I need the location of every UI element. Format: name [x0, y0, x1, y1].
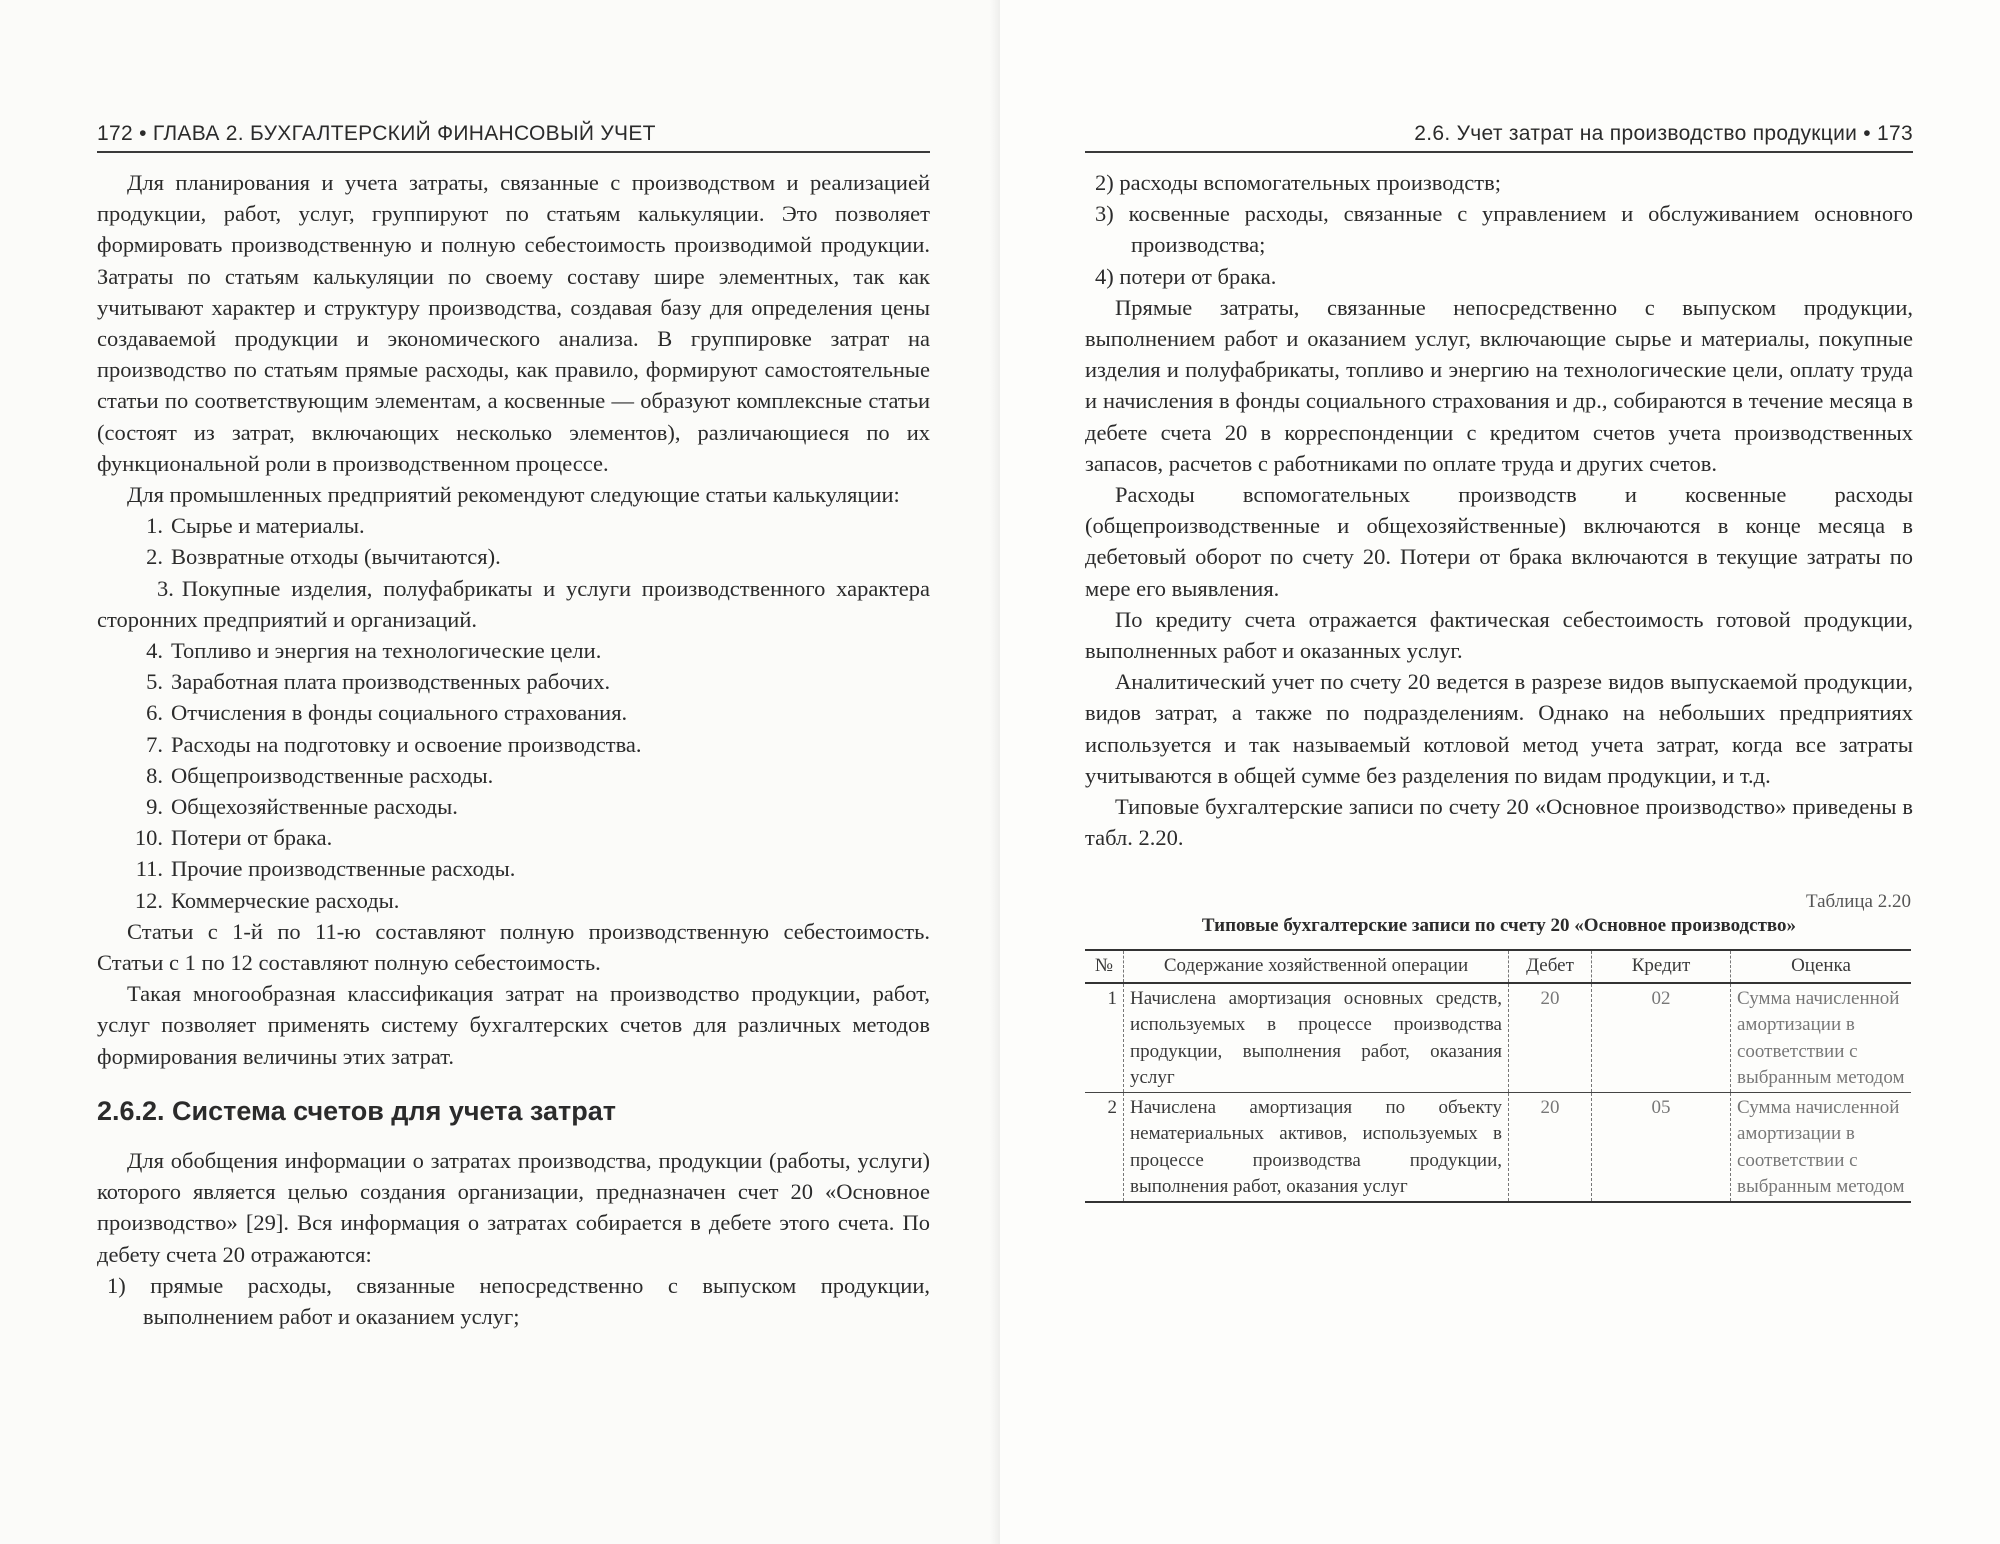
col-header-credit: Кредит: [1592, 950, 1731, 983]
list-item: 1) прямые расходы, связанные непосредственно с выпуском продукции, выполнением работ и оказанием услуг;: [107, 1272, 930, 1329]
list-item: 8. Общепроизводственные расходы.: [146, 762, 494, 788]
cell-debit: 20: [1509, 983, 1592, 1093]
table-row: [1085, 1092, 1911, 1202]
table-number: Таблица 2.20: [1805, 891, 1911, 913]
debit-items-list-continued: [1085, 167, 1913, 292]
table-row: [1085, 983, 1911, 1093]
accounting-entries-table: [1085, 949, 1911, 1203]
list-item: 2) расходы вспомогательных производств;: [1095, 170, 1501, 195]
right-running-head: 2.6. Учет затрат на производство продукции • 173: [1085, 122, 1913, 153]
right-paragraph-2: Расходы вспомогательных производств и косвенные расходы (общепроизводственные и общехозяйственные) включаются в конце месяца в дебетовый оборот по счету 20. Потери от брака включаются в текущие затраты по мере его выявления.: [1085, 482, 1913, 601]
cell-num: 1: [1085, 983, 1124, 1093]
list-item: 4) потери от брака.: [1095, 263, 1277, 289]
left-paragraph-1: Для планирования и учета затраты, связанные с производством и реализацией продукции, работ, услуг, группируют по статьям калькуляции. Это позволяет формировать производственную и полную себестоимость производимой продукции. Затраты по статьям калькуляции по своему составу шире элементных, так как учитывают характер и структуру производства, создавая базу для определения цены создаваемой продукции и экономического анализа. В группировке затрат на производство по статьям прямые расходы, как правило, формируют самостоятельные статьи по соответствующим элементам, а косвенные — образуют комплексные статьи (состоят из затрат, включающих несколько элементов), различающиеся по их функциональной роли в производственном процессе.: [97, 170, 930, 476]
list-item: 3. Покупные изделия, полуфабрикаты и услуги производственного характера сторонних предприятий и организаций.: [97, 575, 930, 632]
cell-credit: 02: [1592, 983, 1731, 1093]
left-paragraph-5: Для обобщения информации о затратах производства, продукции (работы, услуги) которого является целью создания организации, предназначен счет 20 «Основное производство» [29]. Вся информация о затратах собирается в дебете этого счета. По дебету счета 20 отражаются:: [97, 1147, 930, 1267]
col-header-num: №: [1085, 950, 1124, 983]
list-item: 4. Топливо и энергия на технологические цели.: [146, 638, 602, 664]
list-item: 2. Возвратные отходы (вычитаются).: [146, 544, 501, 570]
list-item: 3) косвенные расходы, связанные с управлением и обслуживанием основного производства;: [1095, 201, 1913, 258]
cell-evaluation: Сумма начисленной амортизации в соответствии с выбранным методом: [1731, 983, 1912, 1093]
list-item: 10. Потери от брака.: [134, 825, 333, 851]
cell-credit: 05: [1592, 1092, 1731, 1202]
col-header-debit: Дебет: [1509, 950, 1592, 983]
cell-operation: Начислена амортизация по объекту нематериальных активов, используемых в процессе производства продукции, выполнения работ, оказания услуг: [1124, 1092, 1509, 1202]
list-item: 5. Заработная плата производственных рабочих.: [146, 669, 611, 695]
section-heading: 2.6.2. Система счетов для учета затрат: [97, 1095, 616, 1126]
right-page: [1000, 0, 2000, 1544]
list-item: 7. Расходы на подготовку и освоение производства.: [146, 731, 642, 757]
left-paragraph-3: Статьи с 1-й по 11-ю составляют полную производственную себестоимость. Статьи с 1 по 12 составляют полную себестоимость.: [97, 918, 930, 976]
list-item: 6. Отчисления в фонды социального страхования.: [146, 700, 628, 726]
left-paragraph-4: Такая многообразная классификация затрат на производство продукции, работ, услуг позволяет применять систему бухгалтерских счетов для различных методов формирования величины этих затрат.: [97, 981, 930, 1069]
col-header-evaluation: Оценка: [1731, 950, 1912, 983]
cell-num: 2: [1085, 1092, 1124, 1202]
cell-debit: 20: [1509, 1092, 1592, 1202]
debit-items-list-start: [97, 1270, 930, 1332]
left-running-head: 172 • ГЛАВА 2. БУХГАЛТЕРСКИЙ ФИНАНСОВЫЙ УЧЕТ: [97, 122, 930, 153]
table-header-row: [1085, 950, 1911, 983]
right-paragraph-1: Прямые затраты, связанные непосредственно с выпуском продукции, выполнением работ и оказанием услуг, включающие сырье и материалы, покупные изделия и полуфабрикаты, топливо и энергию на технологические цели, оплату труда и начисления в фонды социального страхования и др., собираются в течение месяца в дебете счета 20 в корреспонденции с кредитом счетов учета производственных запасов, расчетов с работниками по оплате труда и других счетов.: [1085, 294, 1913, 476]
list-item: 1. Сырье и материалы.: [146, 513, 365, 539]
cell-operation: Начислена амортизация основных средств, используемых в процессе производства продукции, выполнения работ, оказания услуг: [1124, 983, 1509, 1093]
col-header-operation: Содержание хозяйственной операции: [1124, 950, 1509, 983]
right-paragraph-4: Аналитический учет по счету 20 ведется в разрезе видов выпускаемой продукции, видов затрат, а также по подразделениям. Однако на небольших предприятиях используется и так называемый котловой метод учета затрат, когда все затраты учитываются в общей сумме без разделения по видам продукции, и т.д.: [1085, 669, 1913, 788]
list-item: 11. Прочие производственные расходы.: [135, 856, 516, 882]
left-paragraph-2: Для промышленных предприятий рекомендуют следующие статьи калькуляции:: [127, 482, 900, 508]
list-item: 9. Общехозяйственные расходы.: [146, 794, 458, 820]
list-item: 12. Коммерческие расходы.: [134, 887, 400, 913]
right-paragraph-5: Типовые бухгалтерские записи по счету 20 «Основное производство» приведены в табл. 2.20.: [1085, 794, 1913, 851]
table-title: Типовые бухгалтерские записи по счету 20 «Основное производство»: [1201, 915, 1797, 937]
right-paragraph-3: По кредиту счета отражается фактическая себестоимость готовой продукции, выполненных работ и оказанных услуг.: [1085, 606, 1913, 664]
cost-items-list: [97, 510, 930, 916]
cell-evaluation: Сумма начисленной амортизации в соответствии с выбранным методом: [1731, 1092, 1912, 1202]
